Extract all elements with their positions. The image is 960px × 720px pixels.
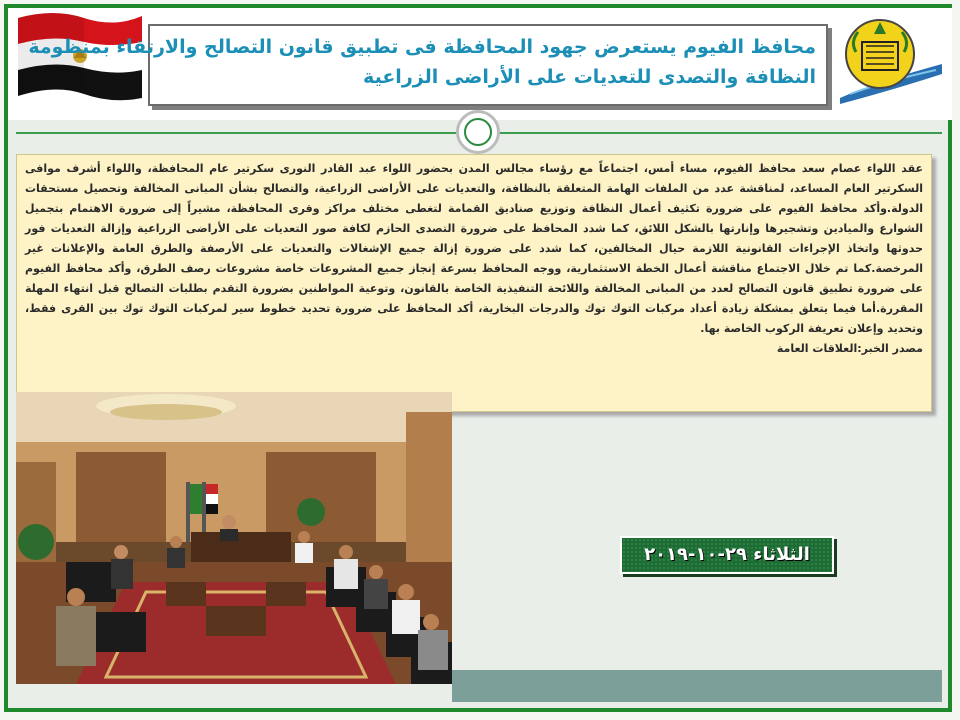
headline-line-1: محافظ الفيوم يستعرض جهود المحافظة فى تطبيق قانون التصالح والارتقاء بمنظومة [28,36,816,58]
bottom-band [452,670,942,702]
meeting-photo-graphic [16,392,452,684]
meeting-photo [16,392,452,684]
fayoum-governorate-logo-icon [836,12,946,108]
date-badge [620,536,834,574]
article-box [16,154,932,412]
article-source: مصدر الخبر:العلاقات العامة [776,342,923,355]
divider-ornament-icon [456,110,500,154]
headline-line-2: النظافة والتصدى للتعديات على الأراضى الزراعية [363,66,816,88]
headline-box [28,24,828,106]
article-body: عقد اللواء عصام سعد محافظ الفيوم، مساء أمس، اجتماعاً مع رؤساء مجالس المدن بحضور اللواء عبد القادر النورى سكرتير عام المحافظة، واللواء أشرف موافى السكرتير العام المساعد، لمناقشة عدد من الملفات الهامة المتعلقة بالنظافة، والتعديات على الأراضى الزراعية، والتصالح بشأن المبانى المخالفة وتحصيل مستحقات الدولة.وأكد محافظ الفيوم على ضرورة تكثيف أعمال النظافة وتوزيع صناديق القمامة لتغطى مختلف مراكز وقرى المحافظة، مشيراً إلى ضرورة الاهتمام بتجميل الشوارع والميادين وتشجيرها وإنارتها بالشكل اللائق، كما شدد المحافظ على ضرورة التصدى الحازم لكافة صور التعديات على الأراضى الزراعية وإزالة التعديات فور حدوثها واتخاذ الإجراءات القانونية اللازمة حيال المخالفين، كما شدد على ضرورة إزالة جميع الإشغالات والتعديات على الأرصفة والطرق العامة والإعلانات غير المرخصة.كما تم خلال الاجتماع مناقشة أعمال الخطة الاستثمارية، ووجه المحافظ بسرعة إنجاز جميع المشروعات خاصة مشروعات رصف الطرق، وأكد محافظ الفيوم على ضرورة تطبيق قانون التصالح لعدد من المبانى المخالفة واللائحة التنفيذية الخاصة بالقانون، وتوعية المواطنين بضرورة التقدم بطلبات التصالح قبل انتهاء المهلة المقررة.أما فيما يتعلق بمشكلة زيادة أعداد مركبات التوك توك والدرجات البخارية، أكد المحافظ على ضرورة تحديد خطوط سير لمركبات التوك توك بين القرى فقط، وتحديد وإعلان تعريفة الركوب الخاصة بها. [25,162,923,335]
date-text: الثلاثاء ٢٩-١٠-٢٠١٩ [644,544,810,565]
